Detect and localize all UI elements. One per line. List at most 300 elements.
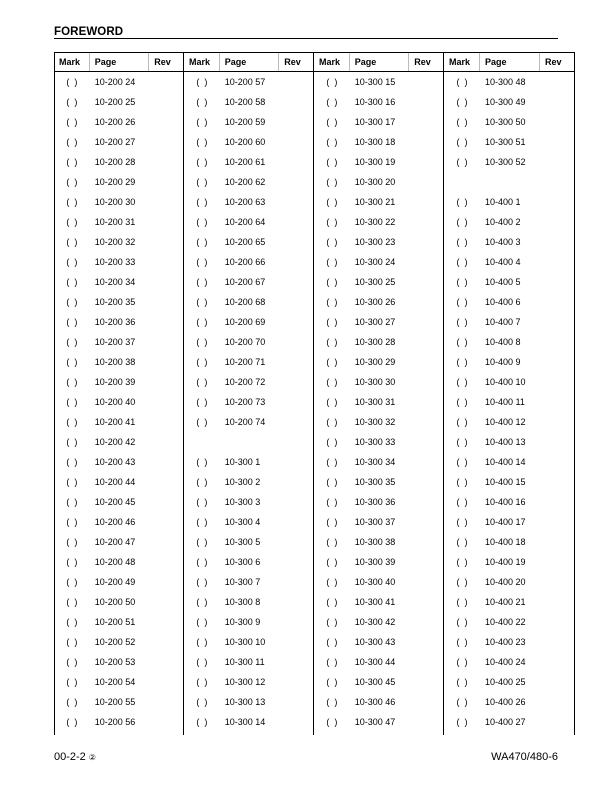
table-row bbox=[184, 672, 313, 692]
page-cell: 10-200 31 bbox=[94, 217, 136, 227]
mark-cell: ( ) bbox=[326, 177, 338, 187]
mark-cell: ( ) bbox=[326, 457, 338, 467]
page-cell: 10-400 11 bbox=[485, 397, 525, 407]
rev-cell bbox=[409, 512, 443, 532]
table-row bbox=[314, 272, 443, 292]
mark-cell: ( ) bbox=[196, 457, 208, 467]
mark-cell: ( ) bbox=[456, 77, 468, 87]
rev-cell bbox=[279, 152, 313, 172]
page-cell: 10-300 3 bbox=[224, 497, 261, 507]
page-cell: 10-300 7 bbox=[224, 577, 261, 587]
table-row bbox=[444, 252, 574, 272]
table-rows bbox=[444, 72, 574, 732]
page-number: 00-2-2 bbox=[54, 751, 86, 763]
mark-cell: ( ) bbox=[66, 517, 78, 527]
mark-cell: ( ) bbox=[456, 137, 468, 147]
header-mark: Mark bbox=[444, 53, 480, 71]
table-row bbox=[54, 512, 183, 532]
rev-cell bbox=[540, 372, 574, 392]
mark-cell: ( ) bbox=[456, 157, 468, 167]
table-row bbox=[184, 532, 313, 552]
mark-cell: ( ) bbox=[66, 717, 78, 727]
mark-cell: ( ) bbox=[456, 497, 468, 507]
mark-cell: ( ) bbox=[456, 677, 468, 687]
table-row bbox=[184, 592, 313, 612]
page-cell: 10-400 8 bbox=[485, 337, 521, 347]
page-cell: 10-300 45 bbox=[354, 677, 396, 687]
rev-cell bbox=[149, 392, 183, 412]
rev-cell bbox=[409, 432, 443, 452]
mark-cell: ( ) bbox=[456, 357, 468, 367]
page-cell: 10-200 64 bbox=[224, 217, 266, 227]
mark-cell: ( ) bbox=[326, 377, 338, 387]
rev-cell bbox=[540, 692, 574, 712]
rev-cell bbox=[149, 652, 183, 672]
mark-cell: ( ) bbox=[196, 137, 208, 147]
rev-cell bbox=[279, 112, 313, 132]
mark-cell: ( ) bbox=[66, 137, 78, 147]
rev-cell bbox=[409, 412, 443, 432]
mark-cell: ( ) bbox=[456, 237, 468, 247]
page-cell: 10-300 16 bbox=[354, 97, 396, 107]
page-cell: 10-300 12 bbox=[224, 677, 266, 687]
page-cell: 10-300 39 bbox=[354, 557, 396, 567]
rev-cell bbox=[409, 292, 443, 312]
table-row bbox=[444, 432, 574, 452]
mark-cell: ( ) bbox=[456, 577, 468, 587]
table-row bbox=[54, 632, 183, 652]
page-cell: 10-200 47 bbox=[94, 537, 136, 547]
mark-cell: ( ) bbox=[326, 657, 338, 667]
table-row bbox=[54, 332, 183, 352]
rev-cell bbox=[540, 432, 574, 452]
mark-cell: ( ) bbox=[326, 557, 338, 567]
page-cell: 10-300 8 bbox=[224, 597, 261, 607]
table-row bbox=[54, 232, 183, 252]
rev-cell bbox=[409, 612, 443, 632]
rev-cell bbox=[149, 712, 183, 732]
page-cell: 10-200 24 bbox=[94, 77, 136, 87]
page-cell: 10-400 21 bbox=[485, 597, 526, 607]
rev-cell bbox=[279, 352, 313, 372]
page-cell: 10-400 27 bbox=[485, 717, 526, 727]
table-row bbox=[54, 352, 183, 372]
page-cell: 10-300 49 bbox=[485, 97, 526, 107]
table-column-2 bbox=[184, 52, 314, 735]
mark-cell bbox=[184, 432, 220, 452]
table-row bbox=[444, 652, 574, 672]
table-row bbox=[54, 572, 183, 592]
table-row bbox=[184, 632, 313, 652]
mark-cell: ( ) bbox=[326, 77, 338, 87]
mark-cell: ( ) bbox=[456, 717, 468, 727]
page-cell: 10-200 37 bbox=[94, 337, 136, 347]
page-cell: 10-200 52 bbox=[94, 637, 136, 647]
rev-cell bbox=[540, 132, 574, 152]
rev-cell bbox=[409, 532, 443, 552]
table-row bbox=[314, 632, 443, 652]
page-cell: 10-300 52 bbox=[485, 157, 526, 167]
page-cell: 10-300 42 bbox=[354, 617, 396, 627]
rev-cell bbox=[409, 112, 443, 132]
rev-cell bbox=[149, 572, 183, 592]
page-cell: 10-200 34 bbox=[94, 277, 136, 287]
table-row bbox=[54, 212, 183, 232]
page-cell: 10-200 58 bbox=[224, 97, 266, 107]
mark-cell: ( ) bbox=[196, 717, 208, 727]
mark-cell: ( ) bbox=[456, 457, 468, 467]
table-row bbox=[314, 352, 443, 372]
page-cell: 10-300 26 bbox=[354, 297, 396, 307]
mark-cell: ( ) bbox=[196, 157, 208, 167]
table-row bbox=[444, 372, 574, 392]
mark-cell: ( ) bbox=[196, 497, 208, 507]
table-column-3 bbox=[314, 52, 444, 735]
mark-cell: ( ) bbox=[456, 257, 468, 267]
table-row bbox=[444, 512, 574, 532]
page-cell: 10-300 10 bbox=[224, 637, 266, 647]
mark-cell: ( ) bbox=[326, 597, 338, 607]
mark-cell: ( ) bbox=[456, 277, 468, 287]
page-cell: 10-400 15 bbox=[485, 477, 526, 487]
page-cell: 10-400 3 bbox=[485, 237, 521, 247]
page-cell: 10-200 73 bbox=[224, 397, 266, 407]
page-cell: 10-400 23 bbox=[485, 637, 526, 647]
table-row bbox=[184, 712, 313, 732]
rev-cell bbox=[149, 312, 183, 332]
mark-cell: ( ) bbox=[196, 377, 208, 387]
page-cell bbox=[220, 432, 280, 452]
page-cell: 10-300 47 bbox=[354, 717, 396, 727]
table-row bbox=[184, 272, 313, 292]
page-cell: 10-400 24 bbox=[485, 657, 526, 667]
rev-cell bbox=[279, 632, 313, 652]
page-cell: 10-200 74 bbox=[224, 417, 266, 427]
rev-cell bbox=[279, 172, 313, 192]
page-cell: 10-200 43 bbox=[94, 457, 136, 467]
table-row bbox=[54, 532, 183, 552]
page-cell: 10-400 17 bbox=[485, 517, 526, 527]
page-cell: 10-200 30 bbox=[94, 197, 136, 207]
page-cell: 10-300 44 bbox=[354, 657, 396, 667]
page-cell: 10-200 42 bbox=[94, 437, 136, 447]
rev-cell bbox=[149, 372, 183, 392]
rev-cell bbox=[540, 112, 574, 132]
rev-cell bbox=[540, 512, 574, 532]
rev-cell bbox=[540, 272, 574, 292]
column-header bbox=[314, 52, 443, 72]
rev-cell bbox=[540, 92, 574, 112]
rev-cell bbox=[149, 212, 183, 232]
table-row bbox=[184, 572, 313, 592]
mark-cell: ( ) bbox=[196, 617, 208, 627]
table-row bbox=[54, 152, 183, 172]
page-cell: 10-400 13 bbox=[485, 437, 526, 447]
title-rule bbox=[54, 38, 558, 39]
page-cell: 10-300 28 bbox=[354, 337, 396, 347]
rev-cell bbox=[540, 252, 574, 272]
table-rows bbox=[314, 72, 443, 732]
table-row bbox=[314, 172, 443, 192]
mark-cell: ( ) bbox=[66, 557, 78, 567]
rev-cell bbox=[409, 692, 443, 712]
page-cell: 10-300 32 bbox=[354, 417, 396, 427]
table-row bbox=[444, 572, 574, 592]
mark-cell: ( ) bbox=[326, 297, 338, 307]
revision-table bbox=[54, 52, 575, 735]
rev-cell bbox=[409, 172, 443, 192]
mark-cell: ( ) bbox=[326, 157, 338, 167]
mark-cell: ( ) bbox=[326, 277, 338, 287]
mark-cell: ( ) bbox=[326, 257, 338, 267]
table-row bbox=[444, 292, 574, 312]
page-cell: 10-400 19 bbox=[485, 557, 526, 567]
page-cell: 10-200 48 bbox=[94, 557, 136, 567]
mark-cell: ( ) bbox=[456, 517, 468, 527]
rev-cell bbox=[149, 252, 183, 272]
mark-cell: ( ) bbox=[66, 97, 78, 107]
table-row bbox=[54, 692, 183, 712]
page-cell: 10-400 20 bbox=[485, 577, 526, 587]
table-rows bbox=[184, 72, 313, 732]
rev-cell bbox=[540, 332, 574, 352]
page-cell: 10-200 62 bbox=[224, 177, 266, 187]
mark-cell: ( ) bbox=[456, 117, 468, 127]
table-row bbox=[54, 552, 183, 572]
page-cell: 10-400 18 bbox=[485, 537, 526, 547]
mark-cell: ( ) bbox=[196, 677, 208, 687]
mark-cell: ( ) bbox=[66, 237, 78, 247]
table-row bbox=[54, 432, 183, 452]
page-cell: 10-300 51 bbox=[485, 137, 526, 147]
rev-cell bbox=[149, 192, 183, 212]
table-row bbox=[54, 312, 183, 332]
table-row bbox=[184, 172, 313, 192]
rev-cell bbox=[540, 612, 574, 632]
rev-cell bbox=[149, 592, 183, 612]
rev-cell bbox=[540, 152, 574, 172]
rev-cell bbox=[409, 132, 443, 152]
mark-cell: ( ) bbox=[196, 197, 208, 207]
rev-cell bbox=[149, 152, 183, 172]
page-cell: 10-300 41 bbox=[354, 597, 396, 607]
page-cell: 10-400 7 bbox=[485, 317, 521, 327]
mark-cell: ( ) bbox=[456, 477, 468, 487]
mark-cell: ( ) bbox=[326, 417, 338, 427]
page-cell: 10-200 25 bbox=[94, 97, 136, 107]
mark-cell: ( ) bbox=[66, 257, 78, 267]
mark-cell: ( ) bbox=[326, 637, 338, 647]
page-cell: 10-200 53 bbox=[94, 657, 136, 667]
page-cell: 10-200 72 bbox=[224, 377, 266, 387]
page-cell: 10-400 14 bbox=[485, 457, 526, 467]
table-row bbox=[314, 452, 443, 472]
table-rows bbox=[54, 72, 183, 732]
rev-cell bbox=[279, 212, 313, 232]
mark-cell: ( ) bbox=[196, 257, 208, 267]
page-cell: 10-300 13 bbox=[224, 697, 266, 707]
page-cell: 10-200 59 bbox=[224, 117, 266, 127]
rev-cell bbox=[409, 192, 443, 212]
table-row bbox=[184, 552, 313, 572]
mark-cell: ( ) bbox=[196, 657, 208, 667]
table-row bbox=[54, 472, 183, 492]
page-cell: 10-200 44 bbox=[94, 477, 136, 487]
table-row bbox=[184, 372, 313, 392]
page-cell: 10-300 43 bbox=[354, 637, 396, 647]
page-cell: 10-400 5 bbox=[485, 277, 521, 287]
mark-cell: ( ) bbox=[196, 77, 208, 87]
table-row bbox=[444, 272, 574, 292]
rev-cell bbox=[279, 312, 313, 332]
header-page: Page bbox=[350, 53, 410, 71]
mark-cell: ( ) bbox=[66, 637, 78, 647]
mark-cell: ( ) bbox=[66, 537, 78, 547]
page-cell: 10-300 17 bbox=[354, 117, 396, 127]
rev-cell bbox=[540, 72, 574, 92]
mark-cell: ( ) bbox=[66, 377, 78, 387]
rev-cell bbox=[149, 512, 183, 532]
mark-cell: ( ) bbox=[456, 197, 468, 207]
table-row bbox=[184, 92, 313, 112]
rev-cell bbox=[540, 312, 574, 332]
table-row bbox=[54, 192, 183, 212]
rev-cell bbox=[540, 672, 574, 692]
rev-cell bbox=[149, 672, 183, 692]
table-row bbox=[184, 72, 313, 92]
table-row bbox=[314, 232, 443, 252]
mark-cell: ( ) bbox=[66, 597, 78, 607]
page-cell: 10-200 71 bbox=[224, 357, 266, 367]
mark-cell: ( ) bbox=[66, 337, 78, 347]
table-row bbox=[314, 292, 443, 312]
table-row bbox=[184, 352, 313, 372]
table-row bbox=[54, 72, 183, 92]
table-row bbox=[314, 612, 443, 632]
rev-cell bbox=[540, 712, 574, 732]
rev-cell bbox=[409, 272, 443, 292]
rev-cell bbox=[540, 592, 574, 612]
mark-cell: ( ) bbox=[326, 437, 338, 447]
rev-cell bbox=[149, 412, 183, 432]
rev-cell bbox=[540, 232, 574, 252]
page-cell: 10-200 61 bbox=[224, 157, 266, 167]
table-row bbox=[184, 332, 313, 352]
page-cell: 10-300 38 bbox=[354, 537, 396, 547]
header-rev: Rev bbox=[284, 57, 301, 67]
page-cell: 10-300 37 bbox=[354, 517, 396, 527]
footer-model: WA470/480-6 bbox=[491, 751, 558, 763]
mark-cell: ( ) bbox=[196, 357, 208, 367]
rev-cell bbox=[279, 692, 313, 712]
table-row bbox=[444, 192, 574, 212]
page-cell: 10-300 29 bbox=[354, 357, 396, 367]
table-row bbox=[314, 112, 443, 132]
page-cell: 10-200 57 bbox=[224, 77, 266, 87]
table-row bbox=[444, 312, 574, 332]
column-header bbox=[54, 52, 183, 72]
rev-cell bbox=[540, 352, 574, 372]
rev-cell bbox=[149, 112, 183, 132]
mark-cell: ( ) bbox=[196, 177, 208, 187]
table-row bbox=[54, 412, 183, 432]
rev-cell bbox=[409, 372, 443, 392]
rev-cell bbox=[540, 392, 574, 412]
table-row bbox=[184, 232, 313, 252]
header-rev: Rev bbox=[154, 57, 171, 67]
mark-cell: ( ) bbox=[326, 117, 338, 127]
page-cell: 10-200 66 bbox=[224, 257, 266, 267]
mark-cell: ( ) bbox=[196, 397, 208, 407]
rev-cell bbox=[149, 632, 183, 652]
page-cell: 10-400 6 bbox=[485, 297, 521, 307]
page-cell: 10-200 35 bbox=[94, 297, 136, 307]
table-row bbox=[54, 612, 183, 632]
mark-cell: ( ) bbox=[66, 577, 78, 587]
header-mark: Mark bbox=[54, 53, 90, 71]
table-row bbox=[314, 332, 443, 352]
rev-cell bbox=[149, 92, 183, 112]
mark-cell: ( ) bbox=[66, 277, 78, 287]
rev-cell bbox=[409, 152, 443, 172]
table-row bbox=[184, 452, 313, 472]
rev-cell bbox=[279, 652, 313, 672]
table-row bbox=[184, 292, 313, 312]
table-column-1 bbox=[54, 52, 184, 735]
page-cell: 10-300 5 bbox=[224, 537, 261, 547]
page-cell: 10-400 12 bbox=[485, 417, 526, 427]
table-row bbox=[444, 392, 574, 412]
table-row bbox=[444, 612, 574, 632]
mark-cell: ( ) bbox=[66, 397, 78, 407]
rev-cell bbox=[409, 652, 443, 672]
mark-cell: ( ) bbox=[196, 557, 208, 567]
mark-cell: ( ) bbox=[326, 237, 338, 247]
page-cell: 10-300 18 bbox=[354, 137, 396, 147]
table-row bbox=[54, 252, 183, 272]
rev-cell bbox=[149, 492, 183, 512]
rev-cell bbox=[409, 592, 443, 612]
mark-cell: ( ) bbox=[66, 177, 78, 187]
page-cell: 10-300 33 bbox=[354, 437, 396, 447]
rev-cell bbox=[540, 192, 574, 212]
table-row bbox=[54, 172, 183, 192]
table-row bbox=[314, 252, 443, 272]
rev-cell bbox=[279, 292, 313, 312]
mark-cell: ( ) bbox=[66, 697, 78, 707]
page-cell: 10-200 41 bbox=[94, 417, 136, 427]
table-row bbox=[314, 532, 443, 552]
table-row bbox=[444, 212, 574, 232]
rev-cell bbox=[149, 532, 183, 552]
page-cell: 10-300 35 bbox=[354, 477, 396, 487]
rev-cell bbox=[279, 192, 313, 212]
page-cell: 10-200 63 bbox=[224, 197, 266, 207]
header-mark: Mark bbox=[314, 53, 350, 71]
mark-cell: ( ) bbox=[66, 657, 78, 667]
table-column-4 bbox=[444, 52, 575, 735]
rev-cell bbox=[149, 172, 183, 192]
page-cell: 10-400 22 bbox=[485, 617, 526, 627]
mark-cell: ( ) bbox=[196, 637, 208, 647]
mark-cell: ( ) bbox=[66, 497, 78, 507]
mark-cell: ( ) bbox=[196, 517, 208, 527]
page-cell: 10-200 67 bbox=[224, 277, 266, 287]
mark-cell: ( ) bbox=[456, 317, 468, 327]
rev-cell bbox=[540, 452, 574, 472]
table-row bbox=[54, 492, 183, 512]
table-row bbox=[314, 72, 443, 92]
